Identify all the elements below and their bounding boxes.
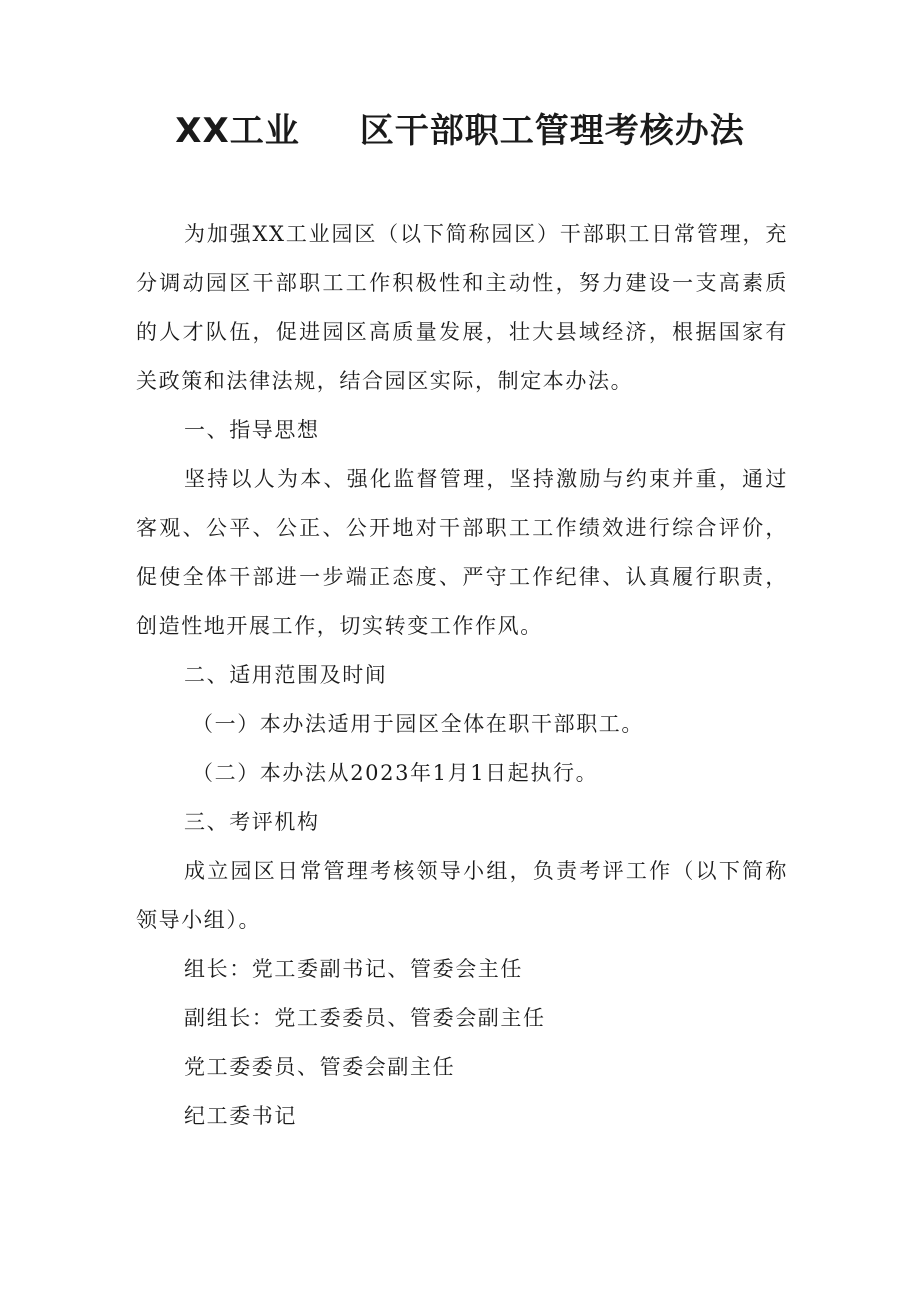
member-line-1: 党工委委员、管委会副主任	[184, 1055, 456, 1079]
title-right: 区干部职工管理考核办法	[359, 111, 745, 151]
document-title	[0, 108, 920, 154]
section3-heading: 三、考评机构	[184, 810, 320, 834]
section2-item-1: （一）本办法适用于园区全体在职干部职工。	[192, 712, 644, 736]
intro-paragraph: 为加强XX工业园区（以下简称园区）干部职工日常管理，充分调动园区干部职工工作积极性和主动性，努力建设一支高素质的人才队伍，促进园区高质量发展，壮大县域经济，根据国家有关政策和法律法规，结合园区实际，制定本办法。	[136, 222, 788, 393]
document-body	[136, 210, 788, 1141]
title-left: XX工业	[175, 111, 300, 151]
member-line-2: 纪工委书记	[184, 1104, 297, 1128]
section1-heading: 一、指导思想	[184, 418, 320, 442]
section2-heading: 二、适用范围及时间	[184, 663, 388, 687]
section3-paragraph: 成立园区日常管理考核领导小组，负责考评工作（以下简称领导小组）。	[136, 859, 788, 932]
leader-line: 组长：党工委副书记、管委会主任	[184, 957, 523, 981]
deputy-leader-line: 副组长：党工委委员、管委会副主任	[184, 1006, 546, 1030]
section1-paragraph: 坚持以人为本、强化监督管理，坚持激励与约束并重，通过客观、公平、公正、公开地对干部职工工作绩效进行综合评价，促使全体干部进一步端正态度、严守工作纪律、认真履行职责，创造性地开展工作，切实转变工作作风。	[136, 467, 788, 638]
section2-item-2: （二）本办法从2023年1月1日起执行。	[192, 761, 599, 785]
